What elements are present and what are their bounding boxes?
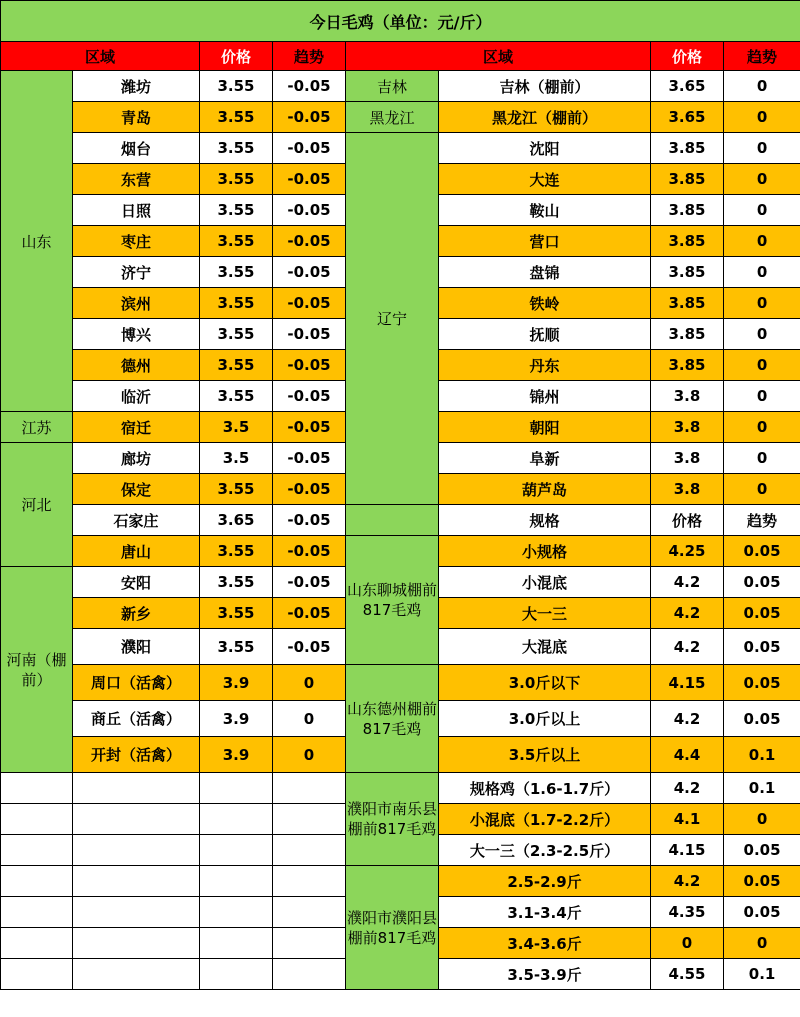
trend-cell: 0.05 [724,835,800,866]
price-cell: 4.15 [651,835,724,866]
price-cell: 4.4 [651,737,724,773]
name-cell: 3.5斤以上 [439,737,651,773]
name-cell: 朝阳 [439,412,651,443]
price-cell: 3.85 [651,226,724,257]
right-trend-header: 趋势 [724,42,800,71]
price-cell: 3.85 [651,288,724,319]
price-cell: 3.8 [651,381,724,412]
trend-cell: 0 [724,443,800,474]
empty-cell [73,928,200,959]
price-cell: 3.85 [651,350,724,381]
name-cell: 2.5-2.9斤 [439,866,651,897]
city-cell: 日照 [73,195,200,226]
empty-cell [1,928,73,959]
name-cell: 营口 [439,226,651,257]
trend-cell: 0 [724,288,800,319]
province-liaoning: 辽宁 [346,133,439,505]
trend-cell: -0.05 [273,164,346,195]
blank-region-cell [346,505,439,536]
empty-cell [200,928,273,959]
empty-cell [200,804,273,835]
trend-cell: -0.05 [273,567,346,598]
price-cell: 3.65 [200,505,273,536]
name-cell: 3.0斤以上 [439,701,651,737]
city-cell: 宿迁 [73,412,200,443]
trend-cell: 0 [724,164,800,195]
spec-header: 规格 [439,505,651,536]
price-cell: 3.55 [200,629,273,665]
city-cell: 济宁 [73,257,200,288]
city-cell: 东营 [73,164,200,195]
empty-cell [273,959,346,990]
empty-cell [273,773,346,804]
price-cell: 4.2 [651,567,724,598]
trend-cell: 0 [724,133,800,164]
price-cell: 4.55 [651,959,724,990]
trend-cell: 0.05 [724,536,800,567]
empty-cell [1,835,73,866]
empty-cell [73,959,200,990]
city-cell: 周口（活禽） [73,665,200,701]
trend-cell: 0 [724,319,800,350]
empty-cell [1,866,73,897]
empty-cell [200,866,273,897]
name-cell: 3.4-3.6斤 [439,928,651,959]
name-cell: 盘锦 [439,257,651,288]
name-cell: 丹东 [439,350,651,381]
price-cell: 3.8 [651,412,724,443]
trend-cell: -0.05 [273,412,346,443]
city-cell: 博兴 [73,319,200,350]
name-cell: 小规格 [439,536,651,567]
trend-cell: -0.05 [273,288,346,319]
price-cell: 3.55 [200,381,273,412]
name-cell: 吉林（棚前） [439,71,651,102]
region-dezhou: 山东德州棚前817毛鸡 [346,665,439,773]
trend-cell: 0.1 [724,773,800,804]
empty-cell [200,773,273,804]
trend-cell: 0 [273,665,346,701]
name-cell: 锦州 [439,381,651,412]
trend-cell: -0.05 [273,195,346,226]
trend-cell: 0 [724,350,800,381]
empty-cell [200,897,273,928]
price-cell: 3.65 [651,102,724,133]
name-cell: 抚顺 [439,319,651,350]
trend-cell: -0.05 [273,257,346,288]
empty-cell [273,928,346,959]
price-cell: 3.85 [651,195,724,226]
empty-cell [73,773,200,804]
price-cell: 3.9 [200,665,273,701]
empty-cell [73,835,200,866]
trend-cell: 0.05 [724,567,800,598]
trend-cell: -0.05 [273,629,346,665]
spec-price-header: 价格 [651,505,724,536]
price-cell: 4.2 [651,773,724,804]
price-cell: 3.55 [200,350,273,381]
trend-cell: -0.05 [273,102,346,133]
price-cell: 4.25 [651,536,724,567]
price-cell: 0 [651,928,724,959]
trend-cell: 0 [724,102,800,133]
price-cell: 3.8 [651,474,724,505]
province-henan: 河南（棚前） [1,567,73,773]
price-cell: 3.55 [200,226,273,257]
price-cell: 3.55 [200,133,273,164]
trend-cell: -0.05 [273,443,346,474]
empty-cell [273,804,346,835]
trend-cell: 0 [724,928,800,959]
city-cell: 德州 [73,350,200,381]
price-cell: 3.9 [200,737,273,773]
city-cell: 安阳 [73,567,200,598]
province-jiangsu: 江苏 [1,412,73,443]
empty-cell [1,897,73,928]
name-cell: 小混底（1.7-2.2斤） [439,804,651,835]
trend-cell: 0 [273,701,346,737]
name-cell: 3.0斤以下 [439,665,651,701]
price-cell: 3.55 [200,164,273,195]
city-cell: 商丘（活禽） [73,701,200,737]
city-cell: 滨州 [73,288,200,319]
right-region-header: 区域 [346,42,651,71]
city-cell: 枣庄 [73,226,200,257]
price-cell: 3.85 [651,164,724,195]
price-cell: 3.55 [200,71,273,102]
price-cell: 3.5 [200,443,273,474]
page-title: 今日毛鸡（单位：元/斤） [1,1,800,42]
city-cell: 潍坊 [73,71,200,102]
trend-cell: 0.1 [724,737,800,773]
trend-cell: 0.05 [724,665,800,701]
name-cell: 葫芦岛 [439,474,651,505]
city-cell: 新乡 [73,598,200,629]
trend-cell: -0.05 [273,381,346,412]
empty-cell [273,866,346,897]
name-cell: 3.5-3.9斤 [439,959,651,990]
trend-cell: -0.05 [273,71,346,102]
price-cell: 3.55 [200,257,273,288]
name-cell: 沈阳 [439,133,651,164]
trend-cell: 0.1 [724,959,800,990]
name-cell: 小混底 [439,567,651,598]
right-price-header: 价格 [651,42,724,71]
name-cell: 铁岭 [439,288,651,319]
price-cell: 4.2 [651,598,724,629]
price-cell: 4.2 [651,629,724,665]
price-cell: 3.55 [200,474,273,505]
empty-cell [200,959,273,990]
trend-cell: 0 [724,412,800,443]
price-cell: 3.55 [200,567,273,598]
region-liaocheng: 山东聊城棚前817毛鸡 [346,536,439,665]
empty-cell [273,835,346,866]
trend-cell: 0 [724,804,800,835]
trend-cell: 0.05 [724,629,800,665]
province-shandong: 山东 [1,71,73,412]
empty-cell [73,866,200,897]
trend-cell: 0 [724,474,800,505]
price-cell: 3.85 [651,319,724,350]
city-cell: 石家庄 [73,505,200,536]
trend-cell: 0 [273,737,346,773]
city-cell: 青岛 [73,102,200,133]
price-cell: 3.9 [200,701,273,737]
trend-cell: -0.05 [273,133,346,164]
price-cell: 3.85 [651,133,724,164]
empty-cell [73,804,200,835]
empty-cell [200,835,273,866]
trend-cell: 0 [724,257,800,288]
price-cell: 3.55 [200,102,273,133]
name-cell: 大混底 [439,629,651,665]
price-cell: 4.35 [651,897,724,928]
name-cell: 大连 [439,164,651,195]
province-hebei: 河北 [1,443,73,567]
empty-cell [273,897,346,928]
left-trend-header: 趋势 [273,42,346,71]
trend-cell: 0.05 [724,598,800,629]
city-cell: 廊坊 [73,443,200,474]
trend-cell: 0.05 [724,701,800,737]
trend-cell: -0.05 [273,505,346,536]
trend-cell: -0.05 [273,226,346,257]
name-cell: 大一三（2.3-2.5斤） [439,835,651,866]
price-cell: 3.85 [651,257,724,288]
trend-cell: 0 [724,381,800,412]
empty-cell [1,773,73,804]
name-cell: 黑龙江（棚前） [439,102,651,133]
trend-cell: -0.05 [273,598,346,629]
city-cell: 保定 [73,474,200,505]
price-cell: 3.55 [200,195,273,226]
trend-cell: 0.05 [724,897,800,928]
trend-cell: 0 [724,71,800,102]
trend-cell: -0.05 [273,319,346,350]
spec-trend-header: 趋势 [724,505,800,536]
left-price-header: 价格 [200,42,273,71]
price-cell: 4.2 [651,866,724,897]
price-cell: 3.5 [200,412,273,443]
empty-cell [73,897,200,928]
city-cell: 唐山 [73,536,200,567]
city-cell: 烟台 [73,133,200,164]
region-puyang: 濮阳市濮阳县棚前817毛鸡 [346,866,439,990]
price-cell: 3.8 [651,443,724,474]
price-cell: 3.55 [200,536,273,567]
price-cell: 3.55 [200,319,273,350]
price-cell: 4.1 [651,804,724,835]
price-cell: 3.65 [651,71,724,102]
trend-cell: 0 [724,195,800,226]
price-cell: 3.55 [200,598,273,629]
city-cell: 开封（活禽） [73,737,200,773]
empty-cell [1,804,73,835]
empty-cell [1,959,73,990]
price-cell: 4.2 [651,701,724,737]
trend-cell: 0.05 [724,866,800,897]
trend-cell: -0.05 [273,350,346,381]
price-cell: 3.55 [200,288,273,319]
trend-cell: 0 [724,226,800,257]
province-heilongjiang: 黑龙江 [346,102,439,133]
name-cell: 鞍山 [439,195,651,226]
city-cell: 濮阳 [73,629,200,665]
left-region-header: 区域 [1,42,200,71]
name-cell: 大一三 [439,598,651,629]
name-cell: 规格鸡（1.6-1.7斤） [439,773,651,804]
name-cell: 3.1-3.4斤 [439,897,651,928]
trend-cell: -0.05 [273,474,346,505]
province-jilin: 吉林 [346,71,439,102]
price-cell: 4.15 [651,665,724,701]
name-cell: 阜新 [439,443,651,474]
city-cell: 临沂 [73,381,200,412]
region-nanle: 濮阳市南乐县棚前817毛鸡 [346,773,439,866]
trend-cell: -0.05 [273,536,346,567]
